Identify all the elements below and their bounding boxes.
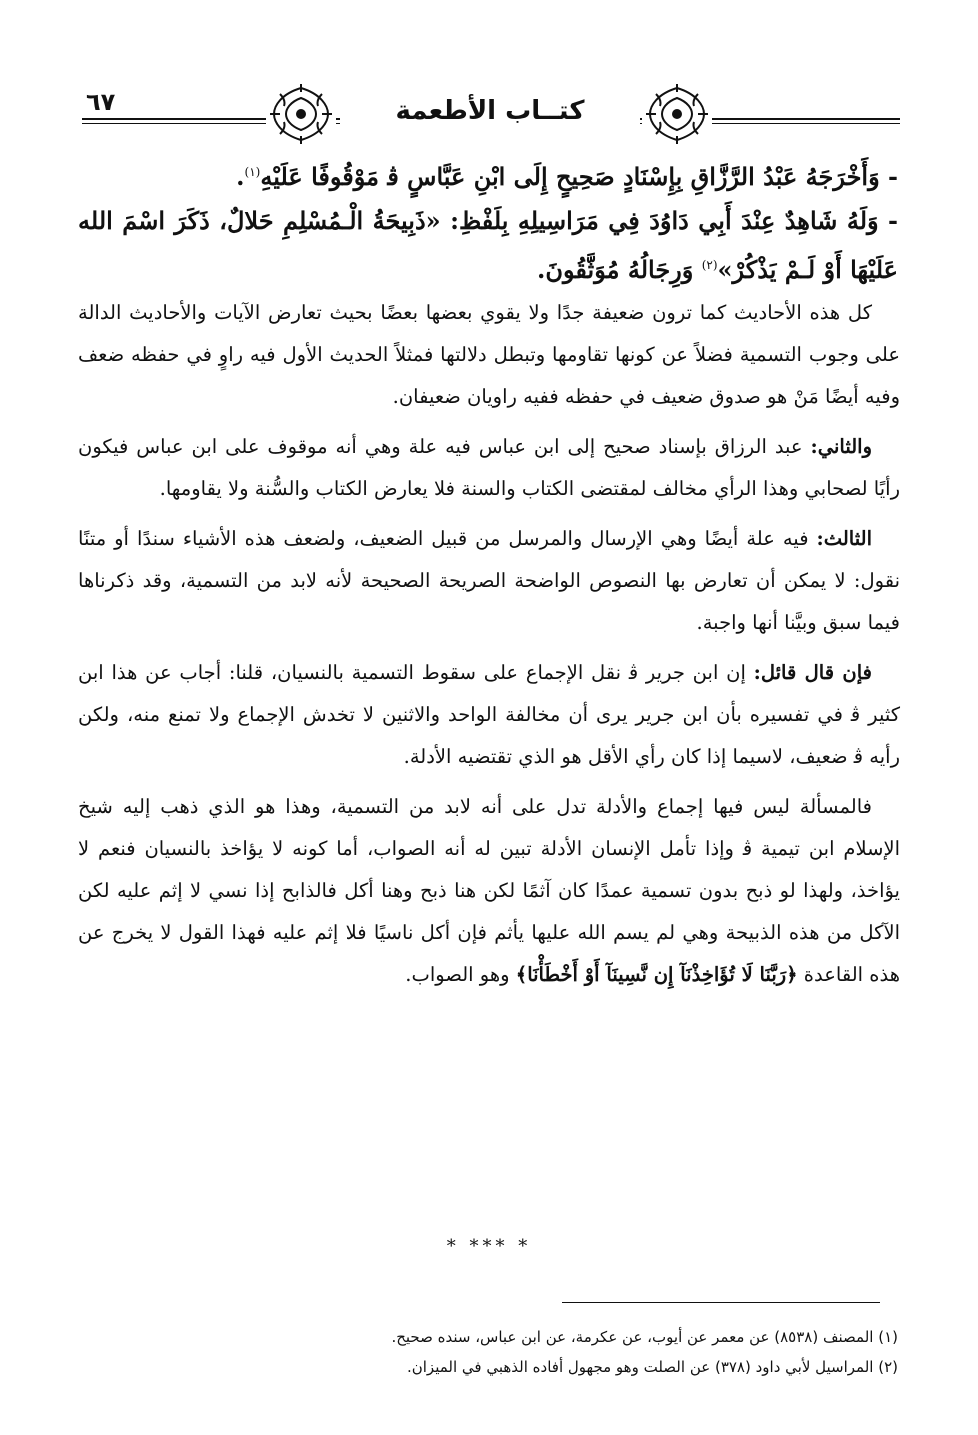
hadith-text-end: . bbox=[236, 162, 245, 191]
footnote-rule bbox=[562, 1302, 880, 1303]
footnotes bbox=[80, 1322, 898, 1382]
paragraph-lead: فإن قال قائل: bbox=[753, 661, 872, 684]
paragraph bbox=[78, 652, 900, 778]
paragraph-text: إن ابن جرير ﭬ نقل الإجماع على سقوط التسمية بالنسيان، قلنا: أجاب عن هذا ابن كثير ﭬ في تفسيره بأن ابن جرير يرى أن مخالفة الواحد والاثنين لا تخدش الإجماع ولا تمنع منه، ولكن رأيه ﭬ ضعيف، لاسيما إذا كان رأي الأقل هو الذي تقتضيه الأدلة. bbox=[78, 661, 900, 768]
hadith-line bbox=[78, 150, 898, 199]
paragraph bbox=[78, 292, 900, 418]
hadith-text: - وَأَخْرَجَهُ عَبْدُ الرَّزَّاقِ بِإِسْنَادٍ صَحِيحٍ إِلَى ابْنِ عَبَّاسٍ ﭬ مَوْقُوفًا عَلَيْهِ bbox=[260, 162, 898, 191]
footnote-ref[interactable]: (١) bbox=[244, 165, 261, 179]
quran-verse: ﴿رَبَّنَا لَا تُؤَاخِذْنَآ إِن نَّسِينَآ أَوْ أَخْطَأْنَا﴾ bbox=[515, 963, 798, 986]
hadith-text-end: وَرِجَالُهُ مُوَثَّقُونَ. bbox=[537, 255, 702, 284]
footnote: (١) المصنف (٨٥٣٨) عن معمر عن أيوب، عن عكرمة، عن ابن عباس، سنده صحيح. bbox=[391, 1328, 898, 1346]
paragraph bbox=[78, 786, 900, 996]
paragraph bbox=[78, 518, 900, 644]
paragraph-text: فالمسألة ليس فيها إجماع والأدلة تدل على أنه لابد من التسمية، وهذا هو الذي ذهب إليه شيخ الإسلام ابن تيمية ﭬ وإذا تأمل الإنسان الأدلة تبين له أنه الصواب، أما كونه لا يؤاخذ بالنسيان فنعم لا يؤاخذ، ولهذا لو ذبح بدون تسمية عمدًا كان آثمًا لكن هنا ذبح وهنا أكل فالذابح إذا نسي لا إثم عليه لكن الآكل من هذه الذبيحة وهي لم يسم الله عليها يأثم فإن أكل ناسيًا فلا إثم عليه فهذا القول لا يخرج عن هذه القاعدة bbox=[78, 795, 900, 986]
ornament-icon bbox=[266, 84, 336, 144]
ornament-icon bbox=[642, 84, 712, 144]
paragraph bbox=[78, 426, 900, 510]
chapter-title: كتــاب الأطعمة bbox=[340, 94, 640, 128]
hadith-text: - وَلَهُ شَاهِدٌ عِنْدَ أَبِي دَاوُدَ فِي مَرَاسِيلِهِ بِلَفْظِ: «ذَبِيحَةُ الْـمُسْلِمِ حَلالٌ، ذَكَرَ اسْمَ الله عَلَيْهَا أَوْ لَـمْ يَذْكُرْ» bbox=[78, 206, 898, 284]
paragraph-text-end: وهو الصواب. bbox=[405, 963, 516, 986]
paragraph-lead: والثاني: bbox=[810, 435, 872, 458]
body-text bbox=[78, 292, 900, 1004]
paragraph-text: فيه علة أيضًا وهي الإرسال والمرسل من قبيل الضعيف، ولضعف هذه الأشياء سندًا أو متنًا نقول: لا يمكن أن تعارض بها النصوص الواضحة الصريحة الصحيحة لأنه لابد من التسمية، وقد ذكرناها فيما سبق وبيَّنا أنها واجبة. bbox=[78, 527, 900, 634]
paragraph-text: عبد الرزاق بإسناد صحيح إلى ابن عباس فيه علة وهي أنه موقوف على ابن عباس فيكون رأيًا لصحابي وهذا الرأي مخالف لمقتضى الكتاب والسنة فلا يعارض الكتاب والسُّنة ولا يقاومها. bbox=[78, 435, 900, 500]
section-separator: * *** * bbox=[446, 1236, 532, 1257]
footnote: (٢) المراسيل لأبي داود (٣٧٨) عن الصلت وهو مجهول أفاده الذهبي في الميزان. bbox=[406, 1358, 898, 1376]
hadith-block bbox=[78, 150, 898, 292]
footnote-ref[interactable]: (٢) bbox=[701, 258, 718, 272]
paragraph-text: كل هذه الأحاديث كما ترون ضعيفة جدًا ولا يقوي بعضها بعضًا بحيث تعارض الآيات والأحاديث الدالة على وجوب التسمية فضلاً عن كونها تقاومها وتبطل دلالتها فمثلاً الحديث الأول فيه راوٍ في حفظه ضعف وفيه أيضًا مَنْ هو صدوق ضعيف في حفظه ففيه راويان ضعيفان. bbox=[78, 301, 900, 408]
page-number: ٦٧ bbox=[86, 88, 116, 116]
page-header bbox=[82, 82, 900, 146]
paragraph-lead: الثالث: bbox=[816, 527, 872, 550]
hadith-line bbox=[78, 199, 898, 292]
